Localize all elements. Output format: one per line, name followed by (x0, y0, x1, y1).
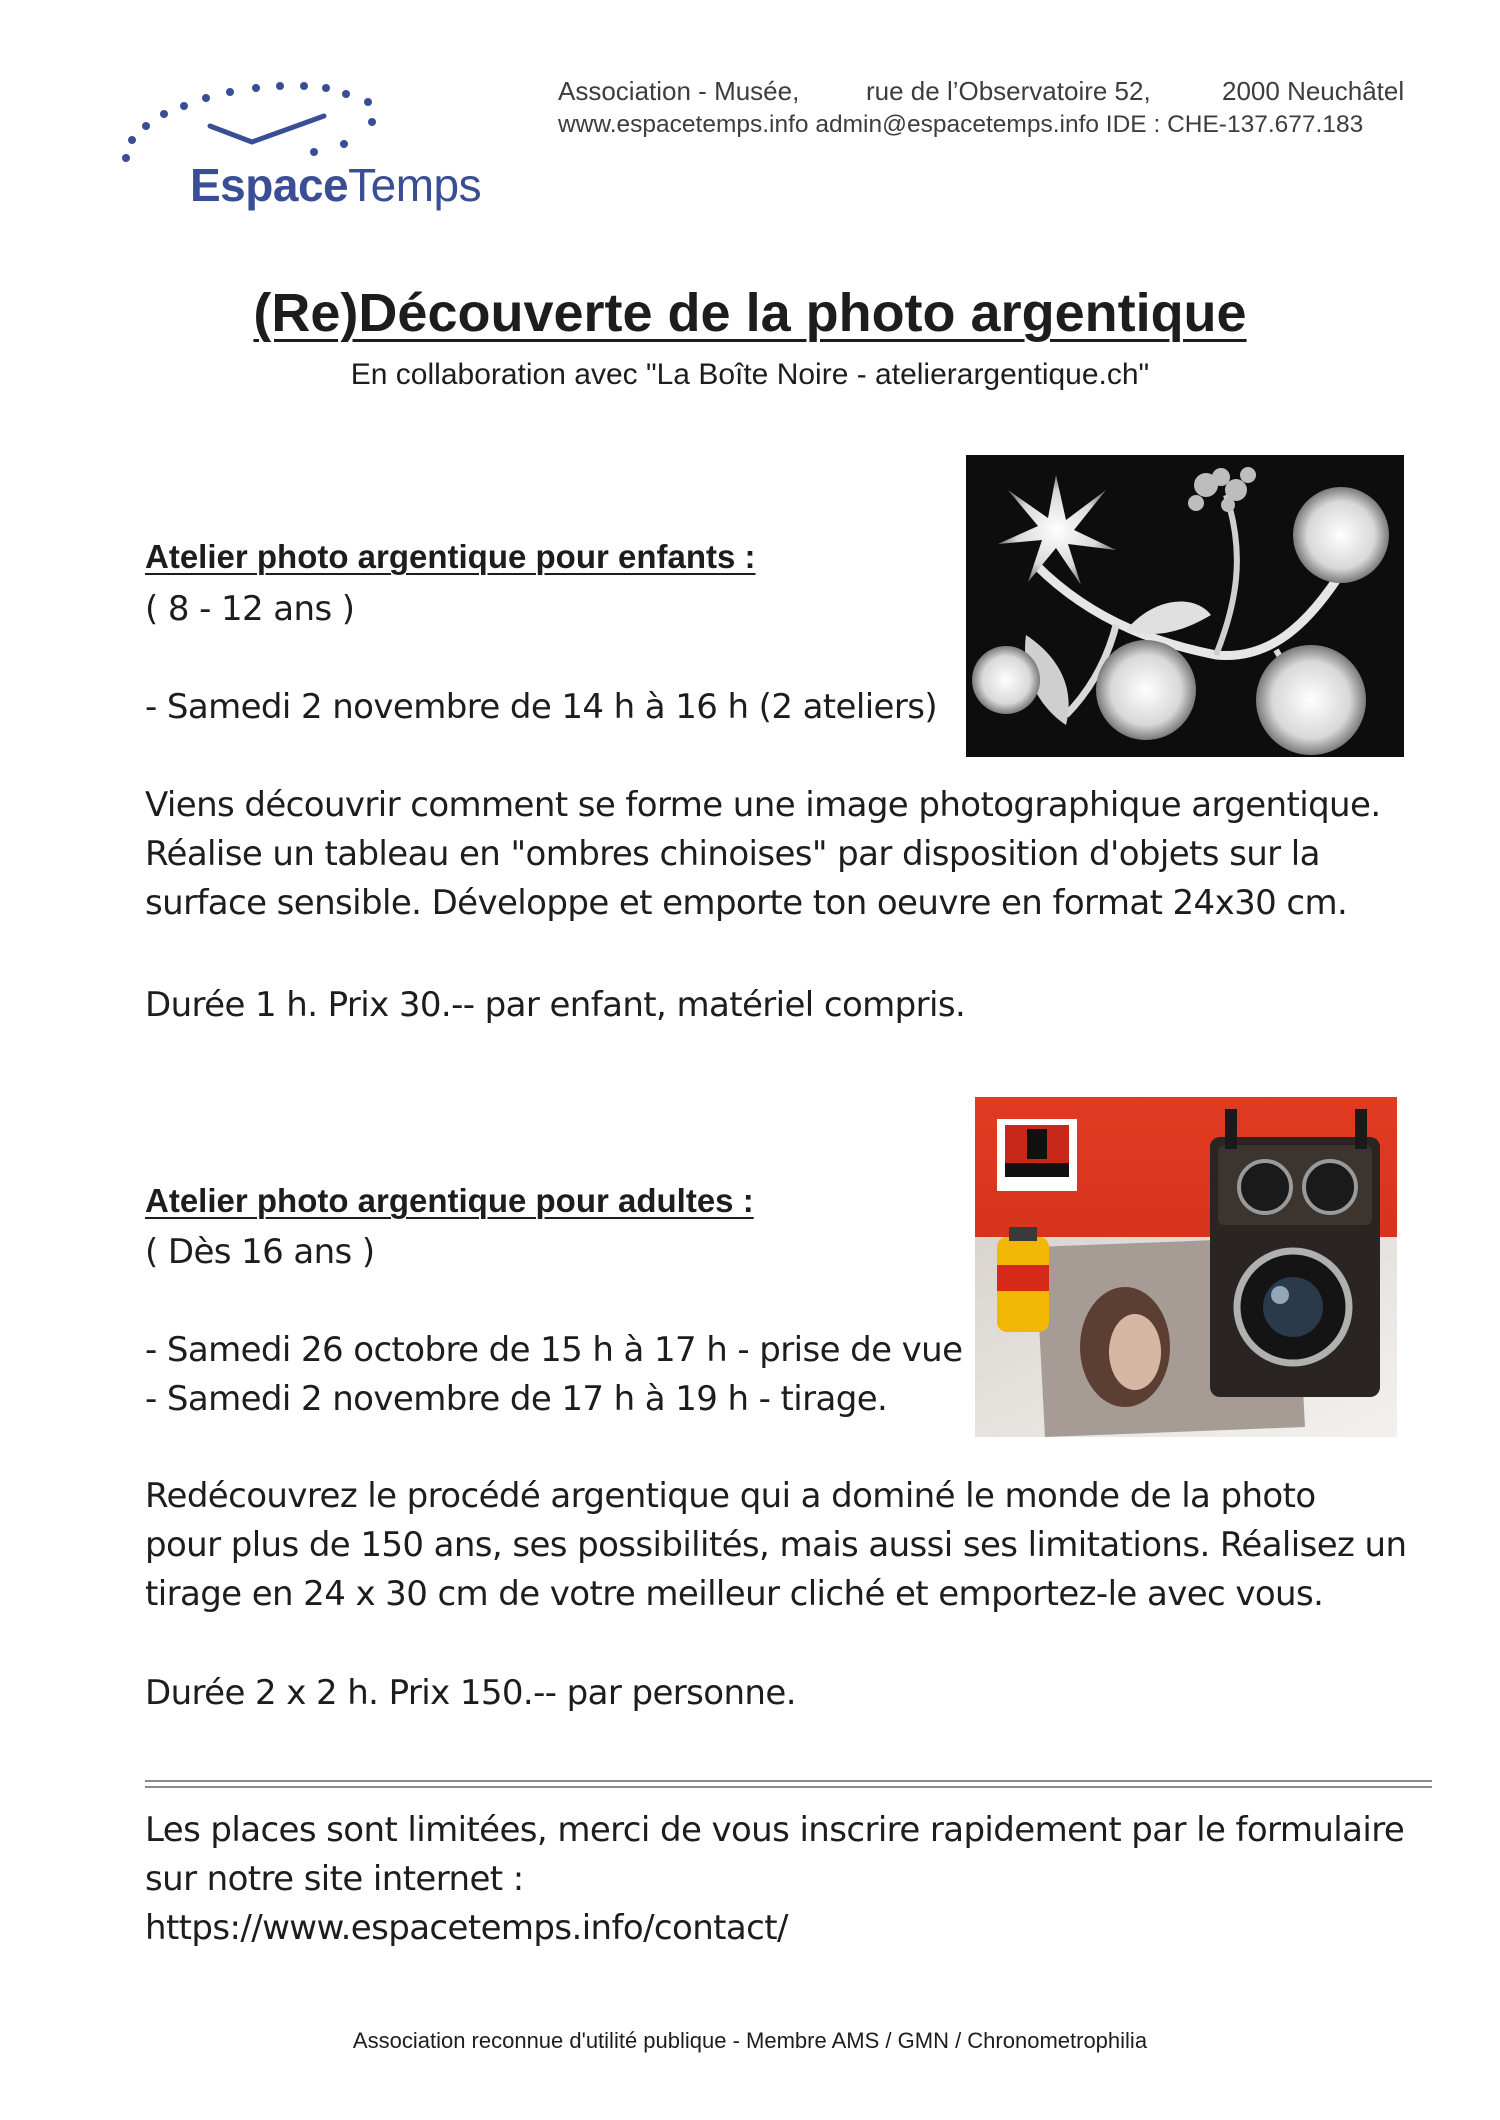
camera-still-life-image (975, 1097, 1397, 1437)
adults-date-2: - Samedi 2 novembre de 17 h à 19 h - tirage. (145, 1379, 888, 1419)
kids-date-1: - Samedi 2 novembre de 14 h à 16 h (2 ateliers) (145, 687, 938, 727)
brand-name-bold: Espace (190, 159, 349, 211)
kids-description-line: Viens découvrir comment se forme une image photographique argentique. (145, 785, 1381, 825)
section-divider (145, 1780, 1432, 1788)
adults-age-range: ( Dès 16 ans ) (145, 1232, 375, 1272)
header-address-street: rue de l’Observatoire 52, (866, 76, 1151, 106)
signup-notice (145, 1806, 1404, 1953)
kids-age-range: ( 8 - 12 ans ) (145, 589, 355, 629)
adults-description-line: Redécouvrez le procédé argentique qui a dominé le monde de la photo (145, 1476, 1316, 1516)
kids-duration-price: Durée 1 h. Prix 30.-- par enfant, matériel compris. (145, 985, 966, 1025)
adults-description-line: tirage en 24 x 30 cm de votre meilleur cliché et emportez-le avec vous. (145, 1574, 1324, 1614)
kids-description-line: Réalise un tableau en "ombres chinoises" par disposition d'objets sur la (145, 834, 1320, 874)
adults-description-line: pour plus de 150 ans, ses possibilités, mais aussi ses limitations. Réalisez un (145, 1525, 1407, 1565)
adults-duration-price: Durée 2 x 2 h. Prix 150.-- par personne. (145, 1673, 796, 1713)
page-title: (Re)Découverte de la photo argentique (253, 283, 1247, 343)
kids-workshop-heading: Atelier photo argentique pour enfants : (145, 538, 756, 575)
adults-description (145, 1472, 1406, 1619)
brand-name (190, 158, 481, 212)
page-footer: Association reconnue d'utilité publique - Membre AMS / GMN / Chronometrophilia (352, 2028, 1148, 2053)
adults-workshop-heading: Atelier photo argentique pour adultes : (145, 1182, 754, 1219)
kids-description-line: surface sensible. Développe et emporte ton oeuvre en format 24x30 cm. (145, 883, 1348, 923)
header-address-city: 2000 Neuchâtel (1222, 76, 1405, 106)
signup-line: Les places sont limitées, merci de vous inscrire rapidement par le formulaire (145, 1810, 1405, 1850)
brand-name-light: Temps (348, 159, 482, 211)
page-subtitle: En collaboration avec "La Boîte Noire - atelierargentique.ch" (350, 358, 1150, 391)
kids-description (145, 781, 1381, 928)
adults-date-1: - Samedi 26 octobre de 15 h à 17 h - prise de vue (145, 1330, 963, 1370)
signup-line: sur notre site internet : (145, 1859, 524, 1899)
header-address-association: Association - Musée, (558, 76, 800, 106)
photogram-flowers-image (966, 455, 1404, 757)
espacetemps-logo (118, 70, 518, 220)
signup-link[interactable]: https://www.espacetemps.info/contact/ (145, 1908, 788, 1948)
header-contact-line: www.espacetemps.info admin@espacetemps.info IDE : CHE-137.677.183 (558, 111, 1364, 138)
